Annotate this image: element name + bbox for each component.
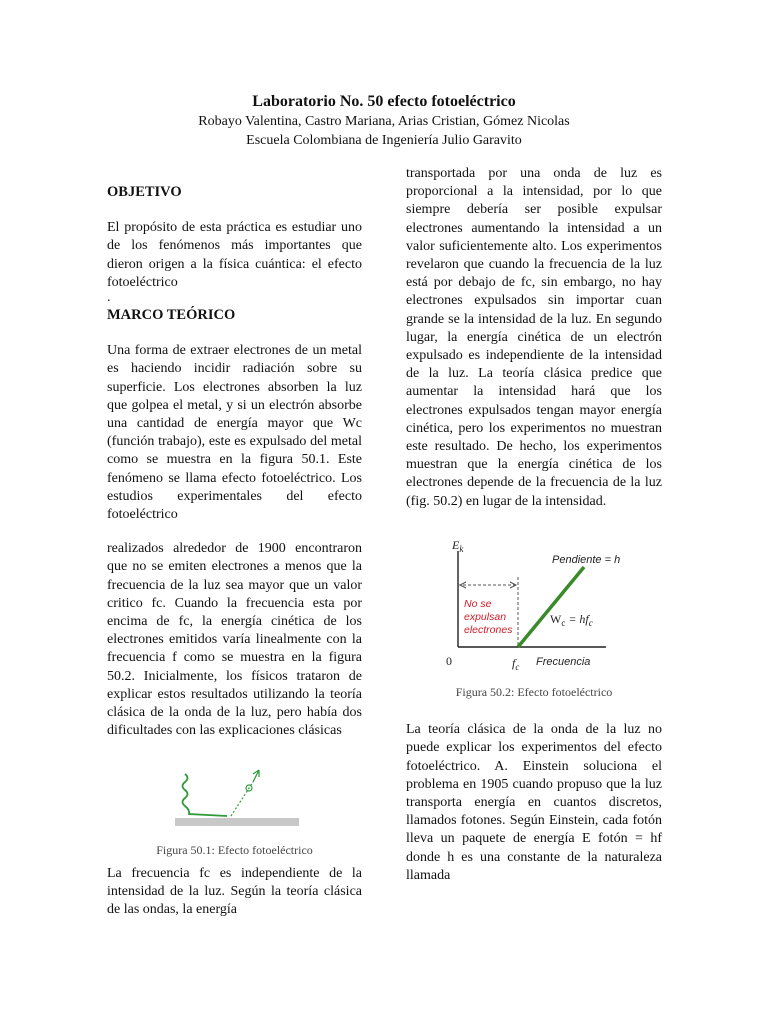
kinetic-energy-graph (406, 537, 662, 677)
authors-line: Robayo Valentina, Castro Mariana, Arias Cristian, Gómez Nicolas (198, 114, 570, 129)
no-electrons-label-1: No se (464, 597, 492, 610)
y-axis-label: $E_k$ (452, 537, 464, 554)
electron-path (231, 782, 253, 816)
work-function-label: $W_c = hf_c$ (550, 611, 593, 628)
left-column (107, 183, 362, 934)
figure-50-1-caption: Figura 50.1: Efecto fotoeléctrico (156, 842, 313, 857)
stray-dot: . (107, 290, 111, 306)
objetivo-heading: OBJETIVO (107, 184, 182, 200)
right-paragraph-1: transportada por una onda de luz es proporcional a la intensidad, por lo que siempre debería ser posible expulsar electrones aumentando la intensidad a un valor suficientemente alto. Los experimentos revelaron que cuando la frecuencia de la luz está por debajo de fc, sin embargo, no hay electrones expulsados sin importar cuan grande se la intensidad de la luz. En segundo lugar, la energía cinética de un electrón expulsado es independiente de la intensidad de la luz. La teoría clásica predice que aumentar la intensidad hará que los electrones expulsados tengan mayor energía cinética, pero los experimentos no muestran este resultado. De hecho, los experimentos muestran que la energía cinética de los electrones depende de la frecuencia de la luz (fig. 50.2) en lugar de la intensidad. (406, 166, 662, 509)
photoelectric-effect-illustration (107, 766, 362, 834)
no-electrons-label-2: expulsan (464, 610, 507, 623)
objetivo-paragraph: El propósito de esta práctica es estudiar uno de los fenómenos más importantes que dieron origen a la física cuántica: el efecto fotoeléctrico (107, 220, 362, 290)
figure-50-2-caption: Figura 50.2: Efecto fotoeléctrico (455, 685, 613, 700)
right-paragraph-2: La teoría clásica de la onda de la luz no puede explicar los experimentos del efecto fotoeléctrico. A. Einstein soluciona el problema en 1905 cuando propuso que la luz transporta energía en cuantos discretos, llamados fotones. Según Einstein, cada fotón lleva un paquete de energía E fotón = hf donde h es una constante de la naturaleza llamada (406, 722, 662, 883)
marco-paragraph-1: Una forma de extraer electrones de un metal es haciendo incidir radiación sobre su superficie. Los electrones absorben la luz que golpea el metal, y si un electrón absorbe una cantidad de energía mayor que Wc (función trabajo), este es expulsado del metal como se muestra en la figura 50.1. Este fenómeno se llama efecto fotoeléctrico. Los estudios experimentales del efecto fotoeléctrico (107, 343, 362, 523)
no-electrons-label-3: electrones (464, 623, 513, 636)
slope-label: Pendiente = h (552, 553, 621, 566)
metal-plate (175, 818, 299, 826)
marco-teorico-heading: MARCO TEÓRICO (107, 307, 236, 324)
institution-line: Escuela Colombiana de Ingeniería Julio Garavito (246, 133, 522, 148)
figure-50-1 (107, 766, 362, 858)
incident-light-wave (183, 774, 228, 816)
figure-50-2 (406, 537, 662, 701)
right-column (406, 165, 662, 899)
kinetic-energy-line (518, 567, 584, 647)
origin-label: 0 (446, 653, 452, 668)
x-axis-label: Frecuencia (536, 655, 591, 668)
paper-header (0, 92, 768, 150)
fc-label: $f_c$ (512, 655, 520, 672)
marco-paragraph-2: realizados alrededor de 1900 encontraron que no se emiten electrones a menos que la frecuencia de la luz sea mayor que un valor critico fc. Cuando la frecuencia esta por encima de fc, la energía cinética de los electrones emitidos varía linealmente con la frecuencia f como se muestra en la figura 50.2. Inicialmente, los físicos trataron de explicar estos resultados utilizando la teoría clásica de la onda de la luz, pero había dos dificultades con las explicaciones clásicas (107, 541, 362, 739)
arrow-icon (253, 770, 259, 782)
paragraph-after-figure-1: La frecuencia fc es independiente de la intensidad de la luz. Según la teoría clásica de las ondas, la energía (107, 865, 362, 918)
paper-title: Laboratorio No. 50 efecto fotoeléctrico (252, 93, 516, 110)
